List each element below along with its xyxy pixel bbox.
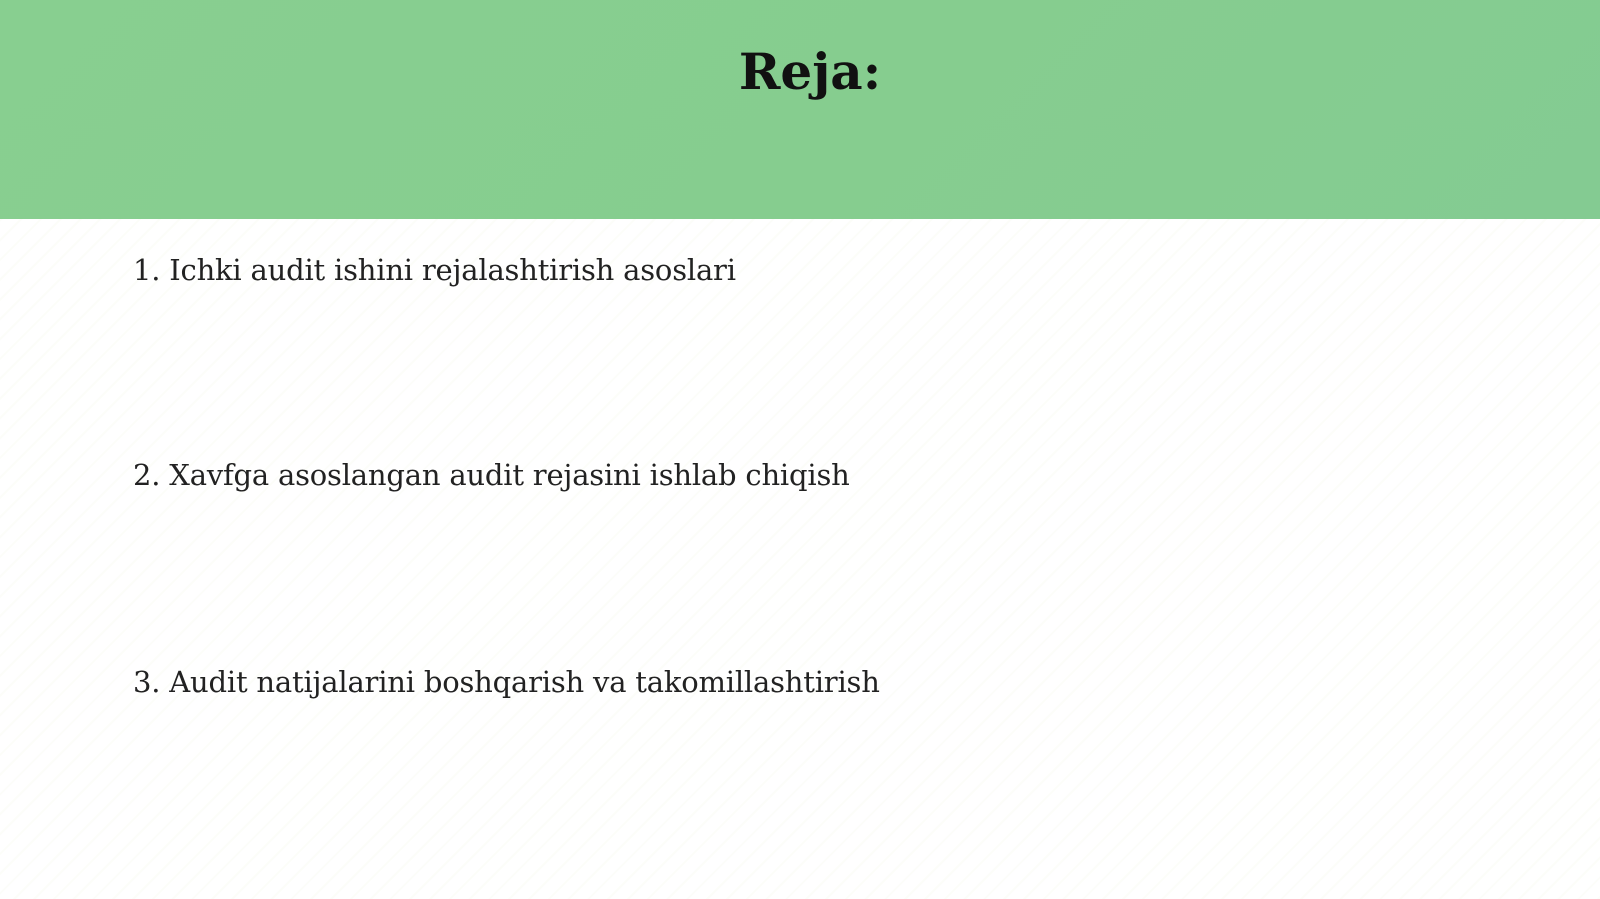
plan-item-1: 1. Ichki audit ishini rejalashtirish asoslari: [133, 253, 736, 287]
header-band: [0, 0, 1600, 219]
plan-item-3: 3. Audit natijalarini boshqarish va takomillashtirish: [133, 665, 880, 699]
plan-item-2: 2. Xavfga asoslangan audit rejasini ishlab chiqish: [133, 458, 850, 492]
slide-title: Reja:: [738, 42, 882, 101]
slide-body: [0, 219, 1600, 899]
